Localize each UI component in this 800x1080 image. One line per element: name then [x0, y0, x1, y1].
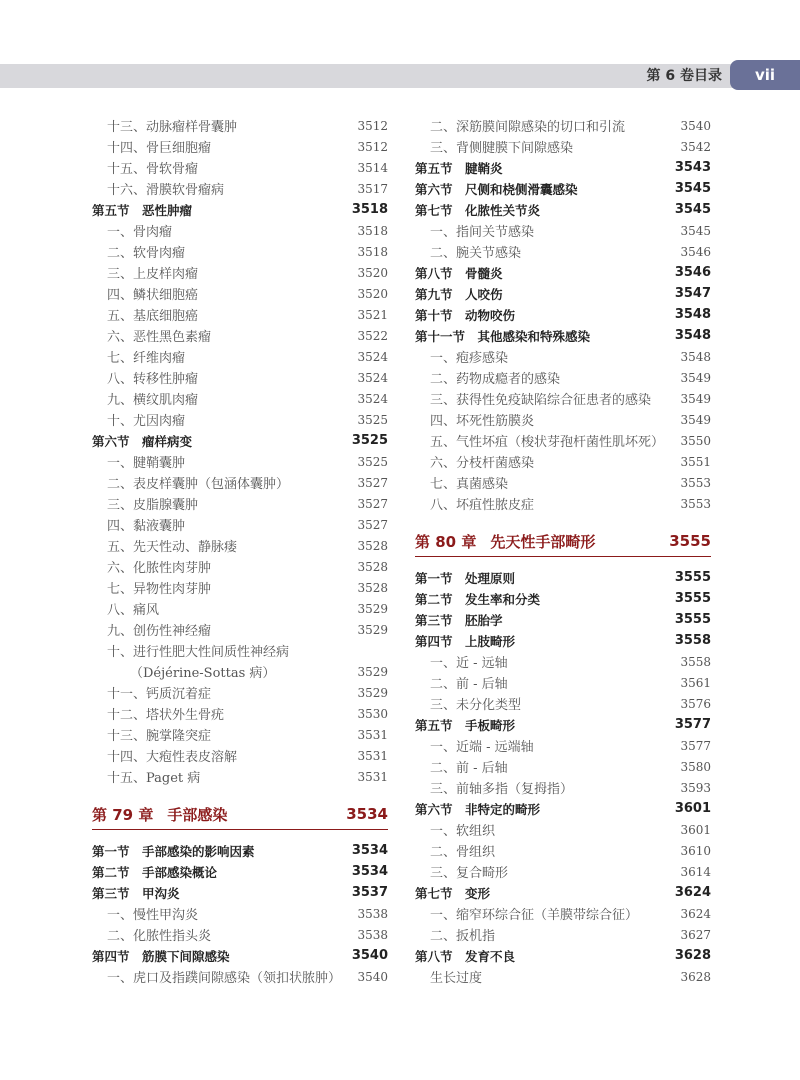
toc-subentry[interactable] — [415, 472, 711, 493]
entry-title: 第四节 上肢畸形 — [415, 633, 516, 649]
entry-title: 九、横纹肌肉瘤 — [107, 393, 199, 408]
toc-subentry[interactable] — [92, 451, 388, 472]
entry-page: 3538 — [357, 927, 388, 942]
entry-page: 3527 — [357, 496, 388, 511]
toc-subentry[interactable] — [92, 178, 388, 199]
entry-page: 3542 — [680, 139, 711, 154]
entry-title: 六、分枝杆菌感染 — [430, 456, 535, 471]
entry-page: 3534 — [351, 864, 388, 879]
toc-right-column — [415, 115, 711, 987]
entry-title: 十三、腕掌隆突症 — [107, 729, 212, 744]
entry-page: 3624 — [680, 906, 711, 921]
entry-page: 3514 — [357, 160, 388, 175]
toc-subentry[interactable] — [92, 640, 388, 661]
entry-page: 3576 — [680, 696, 711, 711]
entry-page: 3531 — [357, 769, 388, 784]
entry-title: 十六、滑膜软骨瘤病 — [107, 183, 225, 198]
toc-subentry[interactable] — [92, 598, 388, 619]
toc-section-entry[interactable] — [92, 861, 388, 882]
toc-subentry[interactable] — [92, 903, 388, 924]
entry-page: 3524 — [357, 370, 388, 385]
entry-title: 三、复合畸形 — [430, 866, 509, 881]
toc-subentry[interactable] — [415, 651, 711, 672]
entry-title: 十一、钙质沉着症 — [107, 687, 212, 702]
entry-title: 八、转移性肿瘤 — [107, 372, 199, 387]
chapter-title: 手部感染 — [167, 805, 228, 824]
entry-page: 3627 — [680, 927, 711, 942]
entry-page: 3577 — [680, 738, 711, 753]
toc-section-entry[interactable] — [92, 199, 388, 220]
entry-page: 3548 — [680, 349, 711, 364]
toc-subentry[interactable] — [92, 409, 388, 430]
entry-page: 3531 — [357, 727, 388, 742]
entry-title: 第九节 人咬伤 — [415, 286, 503, 302]
entry-page: 3531 — [357, 748, 388, 763]
entry-title: 第一节 处理原则 — [415, 570, 516, 586]
toc-subentry[interactable] — [92, 535, 388, 556]
entry-page: 3528 — [357, 559, 388, 574]
entry-title: 第五节 恶性肿瘤 — [92, 202, 193, 218]
entry-page: 3529 — [357, 664, 388, 679]
volume-title: 第 6 卷目录 — [646, 68, 722, 84]
entry-title: 第六节 瘤样病变 — [92, 433, 193, 449]
entry-title: 二、腕关节感染 — [430, 246, 522, 261]
entry-page: 3549 — [680, 412, 711, 427]
toc-section-entry[interactable] — [92, 840, 388, 861]
toc-subentry[interactable] — [415, 903, 711, 924]
toc-subentry[interactable] — [92, 724, 388, 745]
entry-page: 3540 — [680, 118, 711, 133]
chapter-label — [415, 531, 595, 552]
entry-page: 3520 — [357, 265, 388, 280]
entry-page: 3547 — [674, 286, 711, 301]
toc-section-entry[interactable] — [415, 882, 711, 903]
toc-subentry[interactable] — [415, 220, 711, 241]
toc-subentry[interactable] — [415, 346, 711, 367]
toc-subentry[interactable] — [415, 861, 711, 882]
entry-title: 二、药物成瘾者的感染 — [430, 372, 561, 387]
entry-page: 3518 — [357, 244, 388, 259]
entry-title: 七、异物性肉芽肿 — [107, 582, 212, 597]
entry-page: 3553 — [680, 475, 711, 490]
entry-title: 十三、动脉瘤样骨囊肿 — [107, 120, 238, 135]
entry-page: 3527 — [357, 475, 388, 490]
entry-page: 3601 — [680, 822, 711, 837]
toc-subentry[interactable] — [415, 409, 711, 430]
entry-title: 第二节 发生率和分类 — [415, 591, 541, 607]
entry-title: 一、缩窄环综合征（羊膜带综合征） — [430, 908, 639, 923]
toc-subentry[interactable] — [92, 283, 388, 304]
toc-subentry[interactable] — [92, 136, 388, 157]
toc-subentry[interactable] — [92, 924, 388, 945]
entry-page: 3525 — [357, 412, 388, 427]
entry-title: 六、恶性黑色素瘤 — [107, 330, 212, 345]
entry-title: 十五、骨软骨瘤 — [107, 162, 199, 177]
entry-page: 3530 — [357, 706, 388, 721]
entry-page: 3518 — [357, 223, 388, 238]
entry-title: 第一节 手部感染的影响因素 — [92, 843, 255, 859]
toc-section-entry[interactable] — [415, 630, 711, 651]
toc-subentry[interactable] — [415, 777, 711, 798]
toc-subentry[interactable] — [92, 514, 388, 535]
entry-title: 三、背侧腱膜下间隙感染 — [430, 141, 574, 156]
toc-section-entry[interactable] — [415, 304, 711, 325]
entry-title: 第五节 手板畸形 — [415, 717, 516, 733]
toc-section-entry[interactable] — [415, 178, 711, 199]
entry-page: 3518 — [351, 202, 388, 217]
toc-subentry[interactable] — [415, 819, 711, 840]
entry-page: 3628 — [680, 969, 711, 984]
entry-title: 十四、骨巨细胞瘤 — [107, 141, 212, 156]
toc-subentry[interactable] — [92, 703, 388, 724]
entry-title: 第八节 发育不良 — [415, 948, 516, 964]
toc-subentry[interactable] — [92, 493, 388, 514]
entry-page: 3528 — [357, 538, 388, 553]
entry-title: 一、慢性甲沟炎 — [107, 908, 199, 923]
entry-title: 第五节 腱鞘炎 — [415, 160, 503, 176]
toc-subentry[interactable] — [92, 619, 388, 640]
entry-title: 一、虎口及指蹼间隙感染（领扣状脓肿） — [107, 971, 342, 986]
toc-subentry[interactable] — [92, 766, 388, 787]
toc-section-entry[interactable] — [415, 714, 711, 735]
entry-title: 生长过度 — [430, 971, 483, 986]
entry-title: 十、尤因肉瘤 — [107, 414, 186, 429]
entry-page: 3512 — [357, 118, 388, 133]
entry-page: 3540 — [351, 948, 388, 963]
entry-title: 一、疱疹感染 — [430, 351, 509, 366]
page-number-tab: vii — [730, 60, 800, 90]
entry-page: 3549 — [680, 370, 711, 385]
entry-page: 3551 — [680, 454, 711, 469]
entry-page: 3545 — [674, 202, 711, 217]
toc-section-entry[interactable] — [415, 283, 711, 304]
toc-section-entry[interactable] — [415, 262, 711, 283]
toc-subentry[interactable] — [92, 682, 388, 703]
toc-section-entry[interactable] — [92, 945, 388, 966]
toc-subentry[interactable] — [92, 745, 388, 766]
toc-subentry[interactable] — [92, 367, 388, 388]
toc-section-entry[interactable] — [415, 798, 711, 819]
entry-page: 3546 — [674, 265, 711, 280]
chapter-page: 3534 — [346, 805, 388, 823]
entry-title: 一、指间关节感染 — [430, 225, 535, 240]
entry-page: 3540 — [357, 969, 388, 984]
entry-title: 九、创伤性神经瘤 — [107, 624, 212, 639]
toc-subentry[interactable] — [92, 115, 388, 136]
entry-title: 第十一节 其他感染和特殊感染 — [415, 328, 591, 344]
toc-section-entry[interactable] — [92, 430, 388, 451]
entry-page: 3524 — [357, 349, 388, 364]
entry-title: 二、骨组织 — [430, 845, 496, 860]
entry-title: 第七节 变形 — [415, 885, 491, 901]
entry-page: 3555 — [674, 612, 711, 627]
entry-title: 第三节 胚胎学 — [415, 612, 503, 628]
entry-title: 三、获得性免疫缺陷综合征患者的感染 — [430, 393, 652, 408]
entry-page: 3561 — [680, 675, 711, 690]
entry-title: 二、软骨肉瘤 — [107, 246, 186, 261]
entry-title: 二、前 - 后轴 — [430, 677, 508, 692]
entry-title: 二、扳机指 — [430, 929, 496, 944]
entry-title: 五、先天性动、静脉瘘 — [107, 540, 238, 555]
toc-subentry[interactable] — [415, 672, 711, 693]
entry-page: 3525 — [351, 433, 388, 448]
entry-title: 七、纤维肉瘤 — [107, 351, 186, 366]
toc-subentry[interactable] — [92, 262, 388, 283]
entry-page: 3521 — [357, 307, 388, 322]
entry-title: 十五、Paget 病 — [107, 771, 201, 786]
toc-subentry[interactable] — [415, 924, 711, 945]
chapter-number: 第 80 章 — [415, 532, 477, 551]
entry-page: 3550 — [680, 433, 711, 448]
entry-title: 二、表皮样囊肿（包涵体囊肿） — [107, 477, 290, 492]
entry-title: 第八节 骨髓炎 — [415, 265, 503, 281]
toc-subentry[interactable] — [92, 157, 388, 178]
entry-title: 二、化脓性指头炎 — [107, 929, 212, 944]
toc-subentry[interactable] — [92, 661, 388, 682]
chapter-number: 第 79 章 — [92, 805, 154, 824]
entry-title: 十、进行性肥大性间质性神经病 — [107, 645, 290, 660]
toc-section-entry[interactable] — [415, 945, 711, 966]
entry-title: 三、上皮样肉瘤 — [107, 267, 199, 282]
toc-subentry[interactable] — [415, 430, 711, 451]
toc-subentry[interactable] — [92, 325, 388, 346]
chapter-page: 3555 — [669, 532, 711, 550]
entry-page: 3593 — [680, 780, 711, 795]
toc-subentry[interactable] — [415, 756, 711, 777]
entry-title: 第十节 动物咬伤 — [415, 307, 516, 323]
entry-page: 3558 — [674, 633, 711, 648]
toc-section-entry[interactable] — [415, 325, 711, 346]
toc-section-entry[interactable] — [415, 567, 711, 588]
entry-page: 3548 — [674, 307, 711, 322]
entry-title: 第六节 尺侧和桡侧滑囊感染 — [415, 181, 578, 197]
toc-section-entry[interactable] — [415, 199, 711, 220]
entry-page: 3522 — [357, 328, 388, 343]
entry-page: 3545 — [674, 181, 711, 196]
toc-left-column — [92, 115, 388, 987]
toc-subentry[interactable] — [92, 304, 388, 325]
entry-title: 一、骨肉瘤 — [107, 225, 173, 240]
entry-title: 第七节 化脓性关节炎 — [415, 202, 541, 218]
toc-subentry[interactable] — [92, 966, 388, 987]
chapter-label — [92, 804, 227, 825]
toc-subentry[interactable] — [92, 388, 388, 409]
toc-subentry[interactable] — [415, 115, 711, 136]
entry-title: 六、化脓性肉芽肿 — [107, 561, 212, 576]
toc-subentry[interactable] — [415, 493, 711, 514]
entry-page: 3512 — [357, 139, 388, 154]
entry-page: 3601 — [674, 801, 711, 816]
entry-title: 二、深筋膜间隙感染的切口和引流 — [430, 120, 626, 135]
toc-subentry[interactable] — [92, 556, 388, 577]
chapter-heading[interactable] — [415, 526, 711, 557]
entry-page: 3529 — [357, 601, 388, 616]
entry-page: 3529 — [357, 622, 388, 637]
entry-page: 3517 — [357, 181, 388, 196]
toc-subentry[interactable] — [92, 220, 388, 241]
entry-title: 第六节 非特定的畸形 — [415, 801, 541, 817]
entry-page: 3537 — [351, 885, 388, 900]
toc-subentry[interactable] — [415, 241, 711, 262]
toc-section-entry[interactable] — [415, 609, 711, 630]
entry-page: 3543 — [674, 160, 711, 175]
entry-page: 3628 — [674, 948, 711, 963]
entry-page: 3553 — [680, 496, 711, 511]
entry-page: 3555 — [674, 570, 711, 585]
entry-title: 五、气性坏疽（梭状芽孢杆菌性肌坏死） — [430, 435, 665, 450]
entry-page: 3558 — [680, 654, 711, 669]
entry-page: 3545 — [680, 223, 711, 238]
entry-title: 五、基底细胞癌 — [107, 309, 199, 324]
entry-title: 三、前轴多指（复拇指） — [430, 782, 574, 797]
entry-title: 二、前 - 后轴 — [430, 761, 508, 776]
toc-subentry[interactable] — [92, 346, 388, 367]
entry-title: 第三节 甲沟炎 — [92, 885, 180, 901]
toc-subentry[interactable] — [415, 451, 711, 472]
toc-subentry[interactable] — [92, 241, 388, 262]
entry-page: 3525 — [357, 454, 388, 469]
entry-title: 三、皮脂腺囊肿 — [107, 498, 199, 513]
entry-page: 3610 — [680, 843, 711, 858]
toc-subentry[interactable] — [415, 136, 711, 157]
entry-title: 第四节 筋膜下间隙感染 — [92, 948, 230, 964]
entry-title: 八、坏疽性脓皮症 — [430, 498, 535, 513]
entry-page: 3555 — [674, 591, 711, 606]
entry-page: 3549 — [680, 391, 711, 406]
toc-section-entry[interactable] — [415, 588, 711, 609]
entry-page: 3524 — [357, 391, 388, 406]
toc-subentry[interactable] — [415, 840, 711, 861]
entry-page: 3577 — [674, 717, 711, 732]
entry-page: 3528 — [357, 580, 388, 595]
entry-page: 3580 — [680, 759, 711, 774]
entry-title: 第二节 手部感染概论 — [92, 864, 218, 880]
entry-title: 一、腱鞘囊肿 — [107, 456, 186, 471]
entry-title: 四、黏液囊肿 — [107, 519, 186, 534]
entry-page: 3538 — [357, 906, 388, 921]
entry-page: 3548 — [674, 328, 711, 343]
chapter-title: 先天性手部畸形 — [490, 532, 596, 551]
entry-page: 3534 — [351, 843, 388, 858]
entry-title: 八、痛风 — [107, 603, 160, 618]
entry-title: 三、未分化类型 — [430, 698, 522, 713]
entry-page: 3546 — [680, 244, 711, 259]
entry-page: 3529 — [357, 685, 388, 700]
toc-subentry[interactable] — [92, 577, 388, 598]
entry-title: （Déjérine-Sottas 病） — [130, 666, 276, 681]
entry-page: 3624 — [674, 885, 711, 900]
toc-subentry[interactable] — [415, 367, 711, 388]
entry-title: 十二、塔状外生骨疣 — [107, 708, 225, 723]
entry-title: 七、真菌感染 — [430, 477, 509, 492]
entry-page: 3520 — [357, 286, 388, 301]
entry-title: 一、近端 - 远端轴 — [430, 740, 534, 755]
chapter-heading[interactable] — [92, 799, 388, 830]
toc-subentry[interactable] — [92, 472, 388, 493]
entry-title: 一、近 - 远轴 — [430, 656, 508, 671]
toc-subentry[interactable] — [415, 388, 711, 409]
toc-subentry[interactable] — [415, 735, 711, 756]
entry-title: 十四、大疱性表皮溶解 — [107, 750, 238, 765]
toc-section-entry[interactable] — [92, 882, 388, 903]
entry-page: 3527 — [357, 517, 388, 532]
entry-page: 3614 — [680, 864, 711, 879]
entry-title: 四、坏死性筋膜炎 — [430, 414, 535, 429]
toc-subentry[interactable] — [415, 966, 711, 987]
toc-section-entry[interactable] — [415, 157, 711, 178]
entry-title: 一、软组织 — [430, 824, 496, 839]
toc-subentry[interactable] — [415, 693, 711, 714]
entry-title: 四、鳞状细胞癌 — [107, 288, 199, 303]
